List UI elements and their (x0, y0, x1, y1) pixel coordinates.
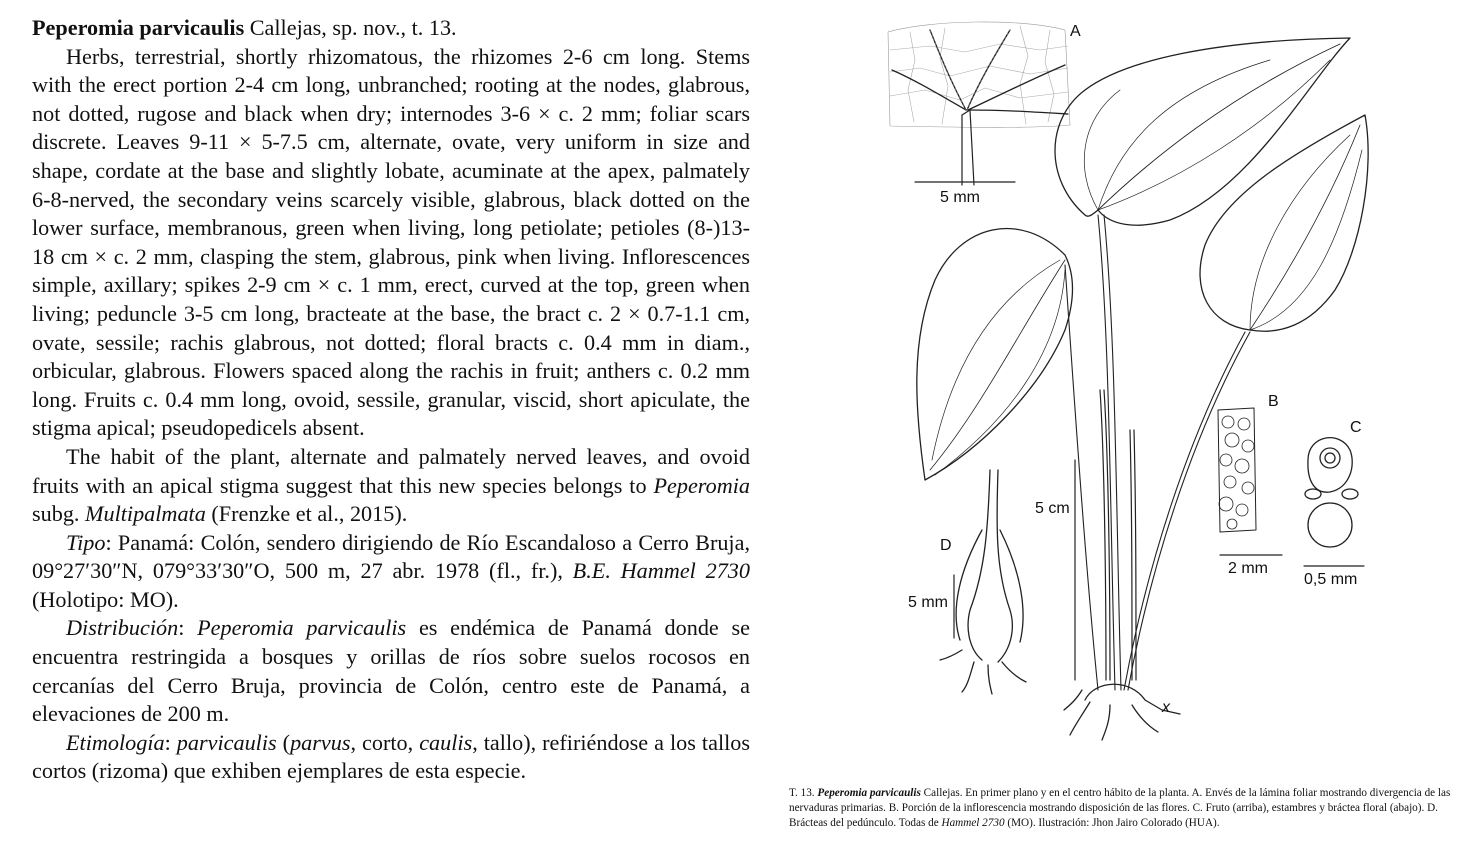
habit-leaf-right (1200, 115, 1368, 331)
etimologia-label: Etimología (66, 729, 165, 755)
detail-d-bracts (940, 470, 1026, 694)
plate-caption: T. 13. Peperomia parvicaulis Callejas. En primer plano y en el centro hábito de la planta. A. Envés de la lámina foliar mostrando divergencia de las nervaduras primarias. B. Porción de la inflorescencia mostrando disposición de las flores. C. Fruto (arriba), estambres y bráctea floral (abajo). D. Brácteas del pedúnculo. Todas de Hammel 2730 (MO). Ilustración: Jhon Jairo Colorado (HUA). (789, 787, 1451, 830)
scale-label-d: 5 mm (908, 594, 948, 611)
subgenus-name: Multipalmata (85, 501, 206, 527)
label-c: C (1350, 419, 1362, 436)
detail-b-inflorescence (1218, 408, 1256, 532)
genus-name: Peperomia (653, 472, 750, 498)
scale-label-b: 2 mm (1228, 560, 1268, 577)
habit-leaf-top (1055, 38, 1350, 225)
distribucion-paragraph: Distribución: Peperomia parvicaulis es endémica de Panamá donde se encuentra restringida a bosques y orillas de ríos sobre suelos rocosos en cercanías del Cerro Bruja, provincia de Colón, centro este de Panamá, a elevaciones de 200 m. (32, 615, 750, 727)
habit-petioles (1065, 215, 1250, 690)
species-description-column (32, 14, 750, 786)
species-author: Callejas, sp. nov., t. 13. (244, 15, 457, 40)
distribucion-label: Distribución (66, 615, 179, 641)
description-paragraph: Herbs, terrestrial, shortly rhizomatous, the rhizomes 2-6 cm long. Stems with the erect portion 2-4 cm long, unbranched; rooting at the nodes, glabrous, not dotted, rugose and black when dry; internodes 3-6 × c. 2 mm; foliar scars discrete. Leaves 9-11 × 5-7.5 cm, alternate, ovate, very uniform in size and shape, cordate at the base and slightly lobate, acuminate at the apex, palmately 6-8-nerved, the secondary veins scarcely visible, glabrous, black dotted on the lower surface, membranous, green when living, long petiolate; petioles (8-)13-18 cm × c. 2 mm, clasping the stem, glabrous, pink when living. Inflorescences simple, axillary; spikes 2-9 cm × c. 1 mm, erect, curved at the top, green when living; peduncle 3-5 cm long, bracteate at the base, the bract c. 2 × 0.7-1.1 cm, ovate, sessile; rachis glabrous, not dotted; floral bracts c. 0.4 mm in diam., orbicular, glabrous. Flowers spaced along the rachis in fruit; anthers c. 0.2 mm long. Fruits c. 0.4 mm long, ovoid, sessile, granular, viscid, short apiculate, the stigma apical; pseudopedicels absent. (32, 43, 750, 441)
scale-label-a: 5 mm (940, 189, 980, 206)
scale-label-main: 5 cm (1035, 500, 1070, 517)
scale-label-c: 0,5 mm (1304, 571, 1358, 588)
species-heading (32, 14, 750, 43)
detail-a-leaf-underside (888, 22, 1070, 185)
label-a: A (1070, 23, 1081, 40)
detail-c-fruit (1305, 438, 1358, 547)
plate-mark: x (1162, 699, 1170, 716)
collector-name: B.E. Hammel 2730 (572, 558, 750, 584)
habit-leaf-left (917, 229, 1073, 480)
tipo-label: Tipo (66, 529, 106, 555)
plate-illustration (870, 10, 1430, 750)
label-b: B (1268, 393, 1279, 410)
botanical-plate (870, 10, 1430, 750)
caption-collector: Hammel 2730 (941, 817, 1005, 830)
affinity-paragraph: The habit of the plant, alternate and palmately nerved leaves, and ovoid fruits with an apical stigma suggest that this new species belongs to Peperomia subg. Multipalmata (Frenzke et al., 2015). (32, 443, 750, 527)
distribucion-species: Peperomia parvicaulis (197, 615, 407, 641)
tipo-paragraph: Tipo: Panamá: Colón, sendero dirigiendo de Río Escandaloso a Cerro Bruja, 09°27′30″N, 079°33′30″O, 500 m, 27 abr. 1978 (fl., fr.), B.E. Hammel 2730 (Holotipo: MO). (32, 529, 750, 612)
label-d: D (940, 537, 952, 554)
etimologia-paragraph: Etimología: parvicaulis (parvus, corto, caulis, tallo), refiriéndose a los tallos cortos (rizoma) que exhiben ejemplares de esta especie. (32, 729, 750, 784)
caption-species: Peperomia parvicaulis (817, 787, 921, 799)
species-name: Peperomia parvicaulis (32, 15, 245, 40)
